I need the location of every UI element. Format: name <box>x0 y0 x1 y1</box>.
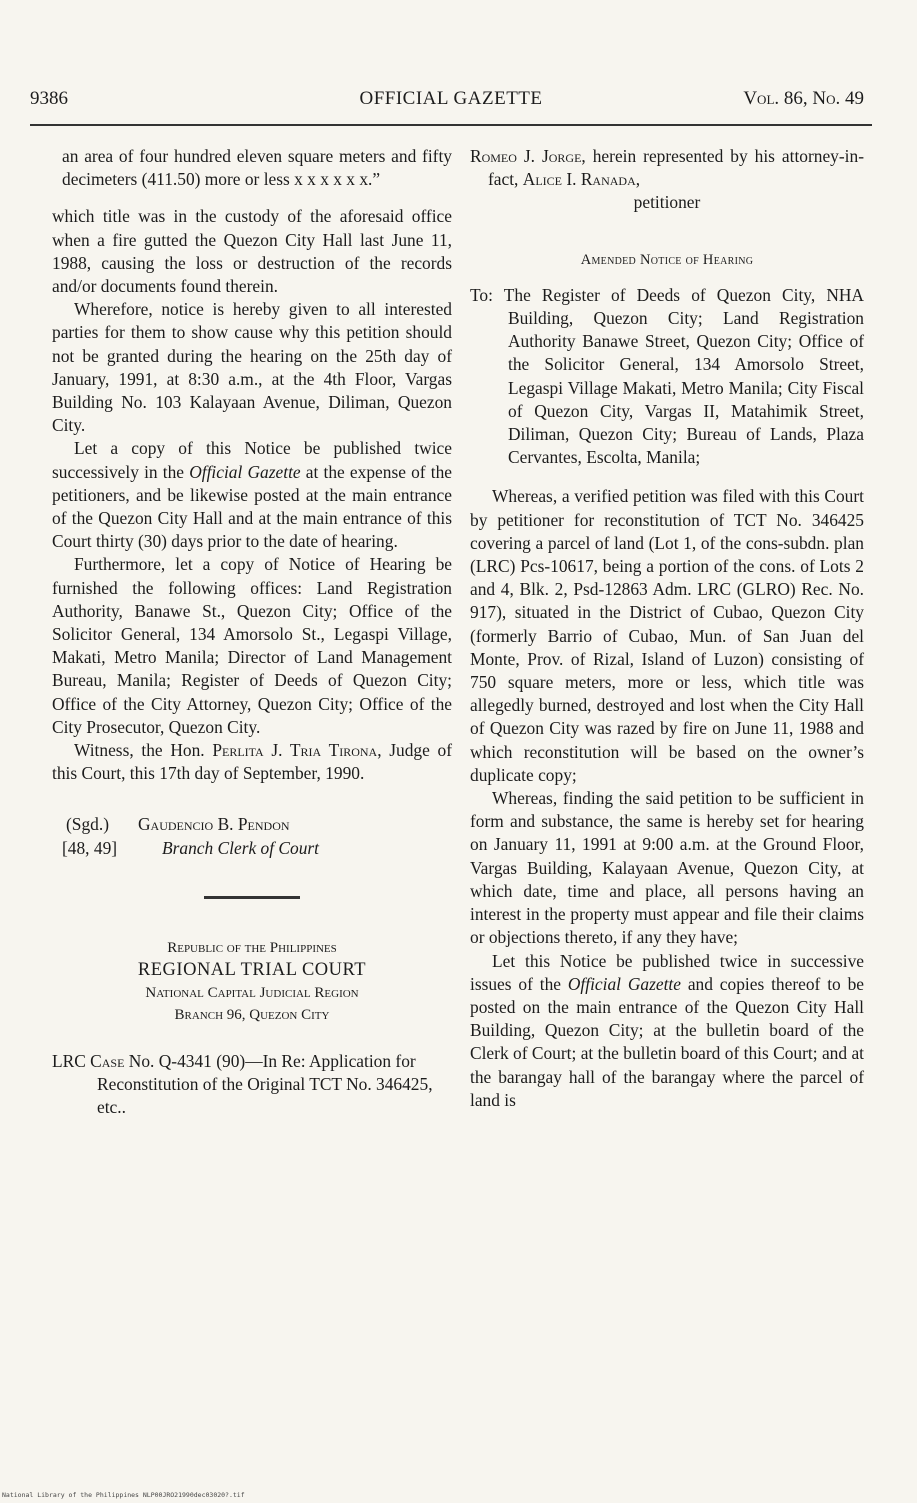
clerk-name: Gaudencio B. Pendon <box>138 814 290 835</box>
volume-number: Vol. 86, No. 49 <box>743 88 864 109</box>
paragraph-wherefore: Wherefore, notice is hereby given to all interested parties for them to show cause why this petition should not be granted during the hearing on the 25th day of January, 1991, at 8:30 a.m., at the 4th Floor, Vargas Building No. 103 Kalayaan Avenue, Diliman, Quezon City. <box>52 299 452 436</box>
let-text-b: and copies thereof to be posted on the main entrance of the Quezon City Hall Building, Quezon City; at the bulletin board of the Clerk of Court; at the bulletin board of this Court; and at the barangay hall of the barangay where the parcel of land is <box>470 973 864 1110</box>
court-region: National Capital Judicial Region <box>145 984 359 1001</box>
clerk-title: Branch Clerk of Court <box>162 837 319 858</box>
page-number: 9386 <box>30 88 68 109</box>
paragraph-whereas-petition: Whereas, a verified petition was filed with this Court by petitioner for reconstitution of TCT No. 346425 covering a parcel of land (Lot 1, of the cons-subdn. plan (LRC) Pcs-10617, being a portion of the cons. of Lots 2 and 4, Blk. 2, Psd-12863 Adm. LRC (GLRO) Rec. No. 917), situated in the District of Cubao, Quezon City (formerly Barrio of Cubao, Mun. of San Juan del Monte, Prov. of Rizal, Island of Luzon) consisting of 750 square meters, more or less, which title was allegedly burned, destroyed and lost when the City Hall of Quezon City was razed by fire on June 11, 1988 and which reconstitution will be based on the owner’s duplicate copy; <box>470 486 864 785</box>
left-column <box>52 145 452 1120</box>
witness-text-b: , Judge of this Court, this 17th day of September, 1990. <box>52 740 453 784</box>
quoted-area-text: an area of four hundred eleven square meters and fifty decimeters (411.50) more or less x x x x x x.” <box>62 146 452 190</box>
header-rule <box>30 124 872 126</box>
publication-text-a: Let a copy of this Notice be published twice successively in the <box>52 438 452 482</box>
court-republic: Republic of the Philippines <box>167 939 337 956</box>
petitioner-name: Romeo J. Jorge <box>470 146 582 166</box>
let-gazette-name: Official Gazette <box>567 973 681 994</box>
publication-text-b: at the expense of the petitioners, and be likewise posted at the main entrance of the Quezon City Hall and at the main entrance of this Court thirty (30) days prior to the date of hearing. <box>52 461 452 552</box>
sig-sgd: (Sgd.) <box>66 814 109 835</box>
issue-reference: [48, 49] <box>62 837 118 858</box>
publication-gazette-name: Official Gazette <box>189 461 301 482</box>
signature-block <box>52 813 452 859</box>
judge-name: Perlita J. Tria Tirona <box>212 740 378 761</box>
petitioner-role: petitioner <box>633 192 701 213</box>
let-text-a: Let this Notice be published twice in successive issues of the <box>470 950 864 994</box>
case-prefix: LRC <box>52 1050 91 1071</box>
case-details: No. Q-4341 (90)—In Re: Application for Reconstitution of the Original TCT No. 346425, etc.. <box>97 1050 433 1118</box>
publication-title: OFFICIAL GAZETTE <box>359 88 543 109</box>
paragraph-whereas-hearing: Whereas, finding the said petition to be sufficient in form and substance, the same is hereby set for hearing on January 11, 1991 at 9:00 a.m. at the Ground Floor, Vargas Building, Kalayaan Avenue, Quezon City, at which date, time and place, all persons having an interest in the property must appear and file their claims or objections thereto, if any they have; <box>470 788 864 948</box>
case-word: Case <box>90 1050 125 1071</box>
right-column <box>470 145 864 1112</box>
case-caption <box>52 1050 452 1120</box>
addressees: To: The Register of Deeds of Quezon City, NHA Building, Quezon City; Land Registration Authority Banawe Street, Quezon City; Office of the Solicitor General, 134 Amorsolo Street, Legaspi Village Makati, Metro Manila; City Fiscal of Quezon City, Vargas II, Matahimik Street, Diliman, Quezon City; Bureau of Lands, Plaza Cervantes, Escolta, Manila; <box>470 284 864 468</box>
court-name: REGIONAL TRIAL COURT <box>137 959 367 980</box>
paragraph-title-custody: which title was in the custody of the aforesaid office when a fire gutted the Quezon City Hall last June 11, 1988, causing the loss or destruction of the records and/or documents found therein. <box>52 206 452 297</box>
scan-footer: National Library of the Philippines NLP00JRO21990dec03020?.tif <box>2 1491 245 1499</box>
attorney-name: Alice I. Ranada <box>522 169 636 190</box>
notice-title: Amended Notice of Hearing <box>580 251 754 268</box>
paragraph-publication <box>52 437 452 553</box>
witness-text-a: Witness, the Hon. <box>74 740 213 761</box>
petitioner-line <box>470 145 864 191</box>
court-branch: Branch 96, Quezon City <box>174 1006 330 1023</box>
page-header <box>30 88 872 118</box>
paragraph-furthermore: Furthermore, let a copy of Notice of Hearing be furnished the following offices: Land Registration Authority, Banawe St., Quezon City; Office of the Solicitor General, 134 Amorsolo St., Legaspi Village, Makati, Metro Manila; Director of Land Management Bureau, Manila; Register of Deeds of Quezon City; Office of the City Attorney, Quezon City; Office of the City Prosecutor, Quezon City. <box>52 554 452 737</box>
paragraph-let-published <box>470 950 864 1112</box>
section-divider <box>204 896 300 899</box>
petitioner-mid: , herein represented by his attorney-in-fact, <box>488 146 864 190</box>
paragraph-witness <box>52 739 452 785</box>
petitioner-end: , <box>635 169 641 190</box>
